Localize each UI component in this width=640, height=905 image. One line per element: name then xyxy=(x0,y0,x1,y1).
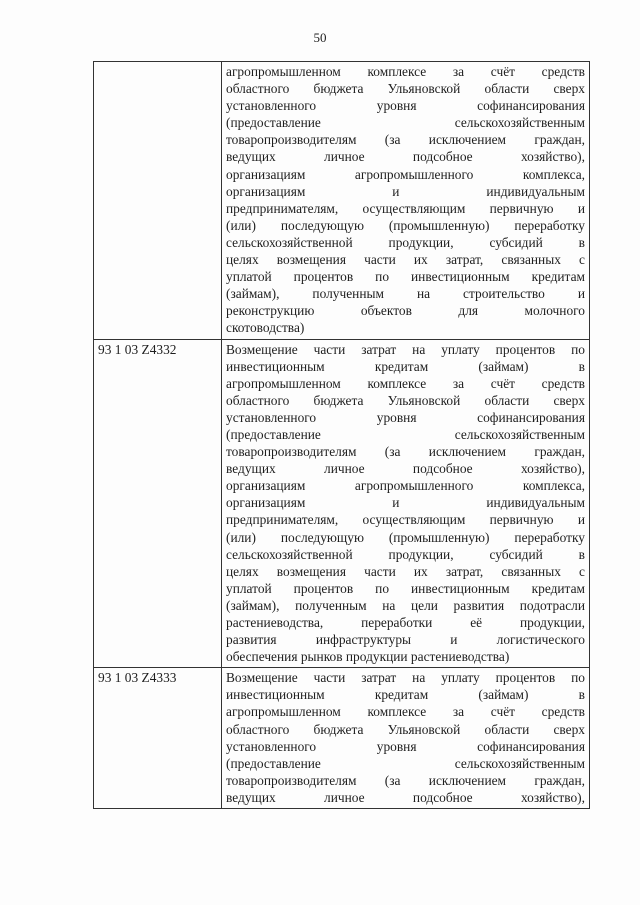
description-line: Возмещение части затрат на уплату процентов по xyxy=(226,341,585,357)
description-line: уплатой процентов по инвестиционным кредитам xyxy=(226,580,585,596)
description-line: товаропроизводителям (за исключением граждан, xyxy=(226,772,585,788)
description-line: (или) последующую (промышленную) переработку xyxy=(226,529,585,545)
description-line: организациям агропромышленного комплекса, xyxy=(226,166,585,182)
table-row xyxy=(94,668,590,809)
description-line: реконструкцию объектов для молочного xyxy=(226,303,585,319)
description-line: предпринимателям, осуществляющим первичную и xyxy=(226,512,585,528)
description-line: предпринимателям, осуществляющим первичную и xyxy=(226,200,585,216)
description-line: областного бюджета Ульяновской области сверх xyxy=(226,81,585,97)
description-line: скотоводства) xyxy=(226,320,305,336)
page-number: 50 xyxy=(313,30,327,45)
description-line: (займам), полученным на цели развития подотрасли xyxy=(226,597,585,613)
description-line: (или) последующую (промышленную) переработку xyxy=(226,217,585,233)
description-line: (предоставление сельскохозяйственным xyxy=(226,755,585,771)
description-line: товаропроизводителям (за исключением граждан, xyxy=(226,132,585,148)
classification-code-cell xyxy=(94,62,222,340)
classification-code-cell: 93 1 03 Z4333 xyxy=(94,668,222,809)
description-line: установленного уровня софинансирования xyxy=(226,409,585,425)
description-cell xyxy=(222,62,590,340)
description-line: целях возмещения части их затрат, связанных с xyxy=(226,563,585,579)
description-line: ведущих личное подсобное хозяйство), xyxy=(226,149,585,165)
description-line: областного бюджета Ульяновской области сверх xyxy=(226,721,585,737)
description-line: растениеводства, переработки её продукции, xyxy=(226,615,585,630)
description-line: установленного уровня софинансирования xyxy=(226,738,585,754)
description-cell xyxy=(222,668,590,809)
description-line: сельскохозяйственной продукции, субсидий в xyxy=(226,234,585,250)
description-line: (предоставление сельскохозяйственным xyxy=(226,426,585,442)
description-line: товаропроизводителям (за исключением граждан, xyxy=(226,444,585,460)
description-line: (займам), полученным на строительство и xyxy=(226,286,585,302)
description-line: агропромышленном комплексе за счёт средств xyxy=(226,64,585,79)
description-line: инвестиционным кредитам (займам) в xyxy=(226,358,585,374)
description-line: организациям агропромышленного комплекса, xyxy=(226,478,585,494)
description-line: инвестиционным кредитам (займам) в xyxy=(226,687,585,703)
classification-code-cell: 93 1 03 Z4332 xyxy=(94,339,222,668)
description-line: (предоставление сельскохозяйственным xyxy=(226,115,585,131)
description-line: развития инфраструктуры и логистического xyxy=(226,632,585,648)
table-row xyxy=(94,339,590,668)
description-cell xyxy=(222,339,590,668)
description-line: обеспечения рынков продукции растениеводства) xyxy=(226,649,510,665)
description-line: Возмещение части затрат на уплату процентов по xyxy=(226,670,585,686)
description-line: уплатой процентов по инвестиционным кредитам xyxy=(226,269,585,285)
description-line: сельскохозяйственной продукции, субсидий в xyxy=(226,546,585,562)
description-line: агропромышленном комплексе за счёт средств xyxy=(226,704,585,720)
description-line: ведущих личное подсобное хозяйство), xyxy=(226,789,585,805)
table-row xyxy=(94,62,590,340)
description-line: областного бюджета Ульяновской области сверх xyxy=(226,392,585,408)
description-line: организациям и индивидуальным xyxy=(226,495,585,511)
description-line: агропромышленном комплексе за счёт средств xyxy=(226,375,585,391)
table-body xyxy=(94,62,590,809)
budget-classification-table xyxy=(93,61,590,809)
description-line: установленного уровня софинансирования xyxy=(226,98,585,114)
description-line: организациям и индивидуальным xyxy=(226,183,585,199)
description-line: ведущих личное подсобное хозяйство), xyxy=(226,461,585,477)
description-line: целях возмещения части их затрат, связанных с xyxy=(226,252,585,268)
